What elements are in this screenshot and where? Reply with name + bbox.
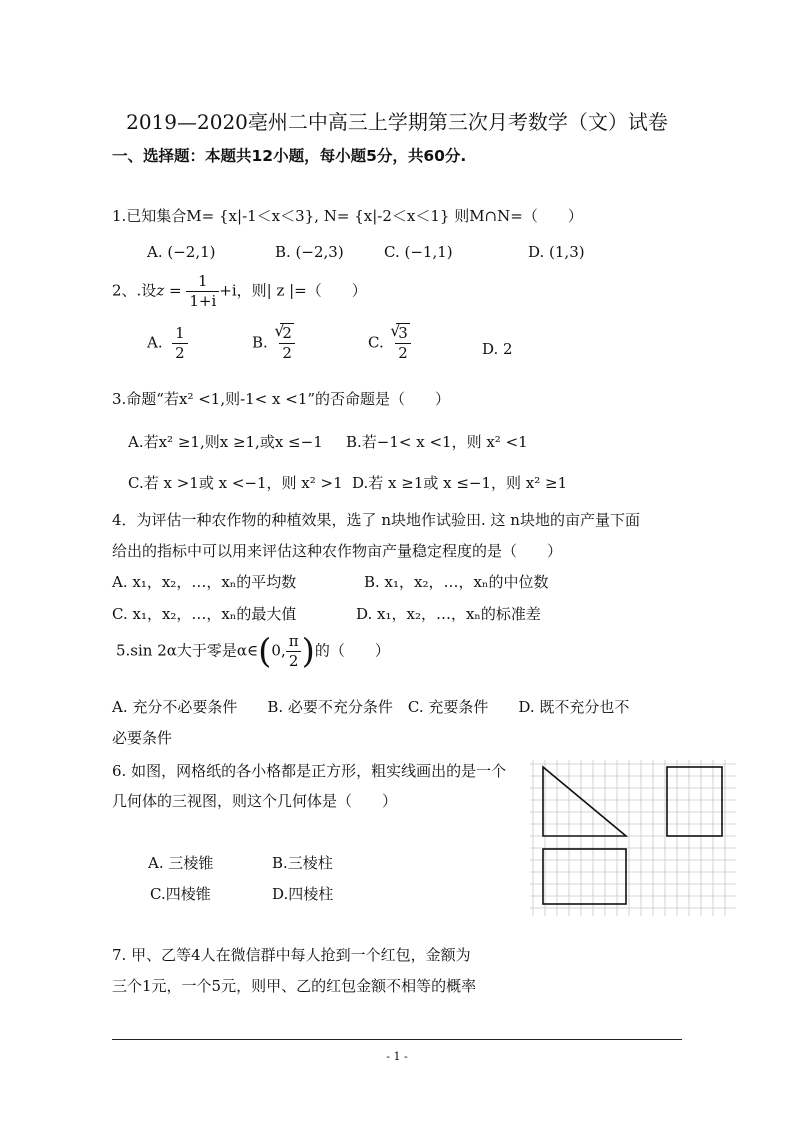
question-5-options-line-1: A. 充分不必要条件 B. 必要不充分条件 C. 充要条件 D. 既不充分也不 — [112, 698, 630, 716]
question-1-option-d: D. (1,3) — [528, 243, 585, 261]
question-1-option-b: B. (−2,3) — [275, 243, 344, 261]
question-2-option-c-fraction — [393, 326, 413, 361]
question-2-option-b-fraction — [277, 326, 297, 361]
question-2-option-c-den: 2 — [395, 343, 411, 361]
question-3-option-c: C.若 x >1或 x <−1，则 x² >1 — [128, 474, 343, 492]
question-2-option-a-fraction — [172, 326, 188, 361]
question-2-stem — [112, 274, 367, 309]
question-5-options-line-2: 必要条件 — [112, 729, 173, 747]
grid-lines — [530, 760, 736, 916]
question-3-option-b: B.若−1< x <1，则 x² <1 — [346, 433, 528, 451]
page-number: - 1 - — [386, 1050, 408, 1063]
question-2-option-c-label: C. — [368, 333, 384, 352]
question-1-option-c: C. (−1,1) — [384, 243, 453, 261]
question-5-fraction — [286, 634, 302, 669]
question-5-two: 2 — [286, 651, 302, 669]
question-4-line-2: 给出的指标中可以用来评估这种农作物亩产量稳定程度的是（ ） — [112, 542, 563, 560]
question-3-option-d: D.若 x ≥1或 x ≤−1，则 x² ≥1 — [352, 474, 568, 492]
question-4-option-a: A. x₁，x₂，…，xₙ的平均数 — [112, 573, 297, 591]
question-6-option-c: C.四棱锥 — [150, 885, 211, 903]
question-2-suffix: +i，则| z |=（ ） — [219, 281, 367, 300]
question-4-option-c: C. x₁，x₂，…，xₙ的最大值 — [112, 605, 297, 623]
question-6-option-a: A. 三棱锥 — [148, 854, 214, 872]
question-2-option-b-num: √ 2 — [277, 326, 297, 343]
section-heading: 一、选择题：本题共12小题，每小题5分，共60分. — [112, 147, 467, 165]
question-6-line-2: 几何体的三视图，则这个几何体是（ ） — [112, 792, 398, 810]
question-7-line-2: 三个1元，一个5元，则甲、乙的红包金额不相等的概率 — [112, 977, 477, 995]
question-5-interval-left: 0, — [271, 641, 286, 660]
question-5-stem — [116, 631, 390, 672]
question-2-var: z — [156, 281, 165, 300]
question-2-option-a-label: A. — [147, 333, 163, 352]
question-1-option-a: A. (−2,1) — [147, 243, 216, 261]
page-title: 2019—2020亳州二中高三上学期第三次月考数学（文）试卷 — [126, 110, 668, 134]
question-2-option-a-den: 2 — [172, 343, 188, 361]
question-2-denominator: 1+i — [186, 291, 219, 309]
question-4-line-1: 4．为评估一种农作物的种植效果，选了 n块地作试验田. 这 n块地的亩产量下面 — [112, 511, 640, 529]
question-2-option-b — [252, 326, 297, 361]
question-2-option-c — [368, 326, 413, 361]
question-2-option-b-label: B. — [252, 333, 268, 352]
question-6-option-b: B.三棱柱 — [272, 854, 333, 872]
question-6-option-d: D.四棱柱 — [272, 885, 334, 903]
question-2-prefix: 2、.设 — [112, 281, 157, 300]
question-1-stem: 1.已知集合M= {x|-1＜x＜3}, N= {x|-2＜x＜1} 则M∩N=（ ） — [112, 207, 583, 225]
question-2-option-c-num: √ 3 — [393, 326, 413, 343]
question-5-pi: π — [288, 632, 299, 650]
question-4-option-b: B. x₁，x₂，…，xₙ的中位数 — [364, 573, 549, 591]
footer-divider — [112, 1039, 682, 1040]
question-2-option-a — [147, 326, 188, 361]
three-view-grid-figure — [530, 760, 736, 918]
question-5-post: 的（ ） — [314, 641, 390, 660]
question-2-option-b-den: 2 — [279, 343, 295, 361]
question-2-fraction — [186, 274, 219, 309]
question-4-option-d: D. x₁，x₂，…，xₙ的标准差 — [356, 605, 541, 623]
question-6-line-1: 6. 如图，网格纸的各小格都是正方形，粗实线画出的是一个 — [112, 762, 507, 780]
side-view-rectangle — [667, 767, 722, 836]
question-2-option-d: D. 2 — [482, 340, 513, 358]
question-2-option-a-num: 1 — [175, 324, 185, 342]
front-view-triangle — [543, 767, 626, 836]
question-7-line-1: 7. 甲、乙等4人在微信群中每人抢到一个红包，金额为 — [112, 946, 471, 964]
question-2-eq: = — [164, 281, 187, 300]
question-5-pre: 5.sin 2α大于零是α∈ — [116, 641, 259, 660]
close-paren: ) — [301, 631, 315, 672]
open-paren: ( — [258, 631, 272, 672]
question-3-option-a: A.若x² ≥1,则x ≥1,或x ≤−1 — [128, 433, 323, 451]
question-2-numerator: 1 — [198, 272, 208, 290]
question-3-stem: 3.命题“若x² <1,则-1< x <1”的否命题是（ ） — [112, 390, 451, 408]
